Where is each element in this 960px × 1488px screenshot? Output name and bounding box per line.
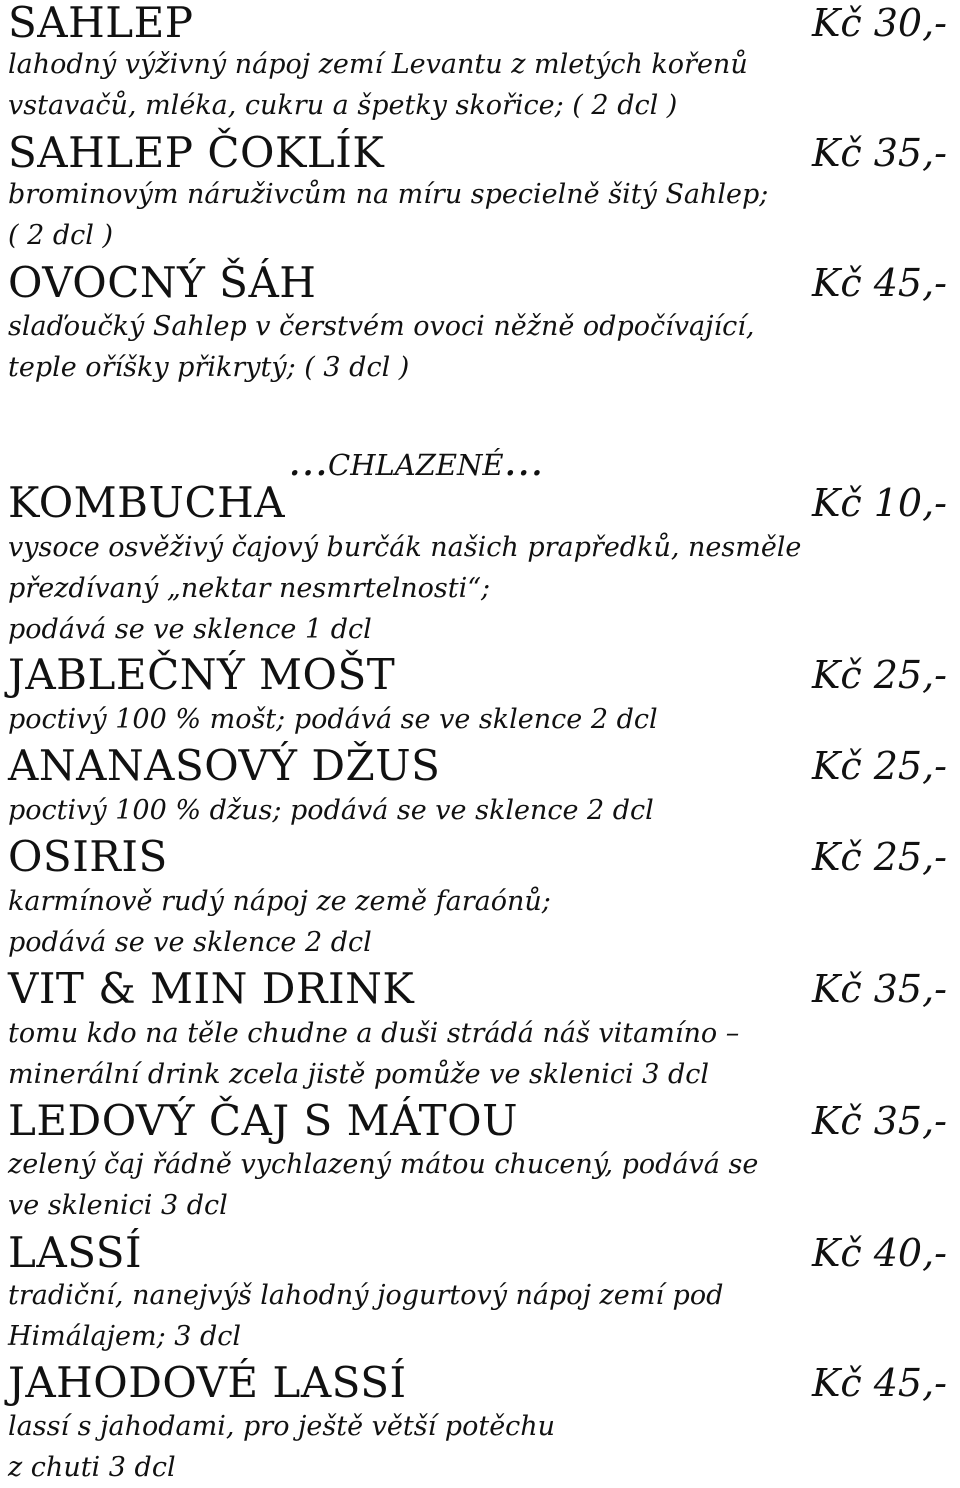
item-name: VIT & MIN DRINK xyxy=(8,964,415,1013)
item-description xyxy=(8,174,808,256)
description-line: lahodný výživný nápoj zemí Levantu z mletých kořenů xyxy=(8,49,748,80)
description-line: z chuti 3 dcl xyxy=(8,1452,176,1483)
item-name: KOMBUCHA xyxy=(8,478,286,527)
item-description xyxy=(8,1144,808,1226)
description-line: poctivý 100 % mošt; podává se ve sklence 2 dcl xyxy=(8,704,658,735)
item-price: Kč 25,- xyxy=(812,744,948,788)
description-line: ( 2 dcl ) xyxy=(8,220,114,251)
description-line: přezdívaný „nektar nesmrtelnosti“; xyxy=(8,573,491,604)
description-line: zelený čaj řádně vychlazený mátou chucený, podává se xyxy=(8,1149,759,1180)
item-name: JAHODOVÉ LASSÍ xyxy=(8,1358,407,1407)
item-description xyxy=(8,1406,808,1488)
description-line: vstavačů, mléka, cukru a špetky skořice; ( 2 dcl ) xyxy=(8,90,678,121)
description-line: podává se ve sklence 1 dcl xyxy=(8,614,372,645)
description-line: tradiční, nanejvýš lahodný jogurtový nápoj zemí pod xyxy=(8,1280,724,1311)
item-description xyxy=(8,699,808,740)
item-name: OVOCNÝ ŠÁH xyxy=(8,258,317,307)
item-price: Kč 25,- xyxy=(812,653,948,697)
item-price: Kč 35,- xyxy=(812,131,948,175)
item-name: LEDOVÝ ČAJ S MÁTOU xyxy=(8,1096,518,1145)
item-name: JABLEČNÝ MOŠT xyxy=(8,650,396,699)
item-price: Kč 10,- xyxy=(812,481,948,525)
item-price: Kč 45,- xyxy=(812,1361,948,1405)
item-price: Kč 45,- xyxy=(812,261,948,305)
item-price: Kč 40,- xyxy=(812,1231,948,1275)
item-name: OSIRIS xyxy=(8,832,168,881)
description-line: minerální drink zcela jistě pomůže ve sklenici 3 dcl xyxy=(8,1059,710,1090)
description-line: brominovým náruživcům na míru specielně šitý Sahlep; xyxy=(8,179,769,210)
description-line: lassí s jahodami, pro ještě větší potěchu xyxy=(8,1411,556,1442)
item-name: LASSÍ xyxy=(8,1228,143,1277)
item-description xyxy=(8,790,808,831)
item-description xyxy=(8,1013,808,1095)
description-line: ve sklenici 3 dcl xyxy=(8,1190,228,1221)
section-heading-cold-drinks: ...chlazené... xyxy=(288,436,544,485)
item-price: Kč 35,- xyxy=(812,1099,948,1143)
description-line: vysoce osvěživý čajový burčák našich prapředků, nesměle xyxy=(8,532,802,563)
item-description xyxy=(8,1275,808,1357)
item-price: Kč 30,- xyxy=(812,1,948,45)
item-price: Kč 35,- xyxy=(812,967,948,1011)
item-description xyxy=(8,306,808,388)
item-description xyxy=(8,44,808,126)
description-line: podává se ve sklence 2 dcl xyxy=(8,927,372,958)
description-line: poctivý 100 % džus; podává se ve sklence 2 dcl xyxy=(8,795,654,826)
item-description xyxy=(8,527,808,650)
item-price: Kč 25,- xyxy=(812,835,948,879)
description-line: karmínově rudý nápoj ze země faraónů; xyxy=(8,886,551,917)
description-line: tomu kdo na těle chudne a duši strádá náš vitamíno – xyxy=(8,1018,740,1049)
description-line: teple oříšky přikrytý; ( 3 dcl ) xyxy=(8,352,410,383)
item-name: ANANASOVÝ DŽUS xyxy=(8,741,441,790)
description-line: Himálajem; 3 dcl xyxy=(8,1321,242,1352)
item-name: SAHLEP ČOKLÍK xyxy=(8,128,385,177)
item-name: SAHLEP xyxy=(8,0,194,47)
description-line: slaďoučký Sahlep v čerstvém ovoci něžně odpočívající, xyxy=(8,311,755,342)
item-description xyxy=(8,881,808,963)
